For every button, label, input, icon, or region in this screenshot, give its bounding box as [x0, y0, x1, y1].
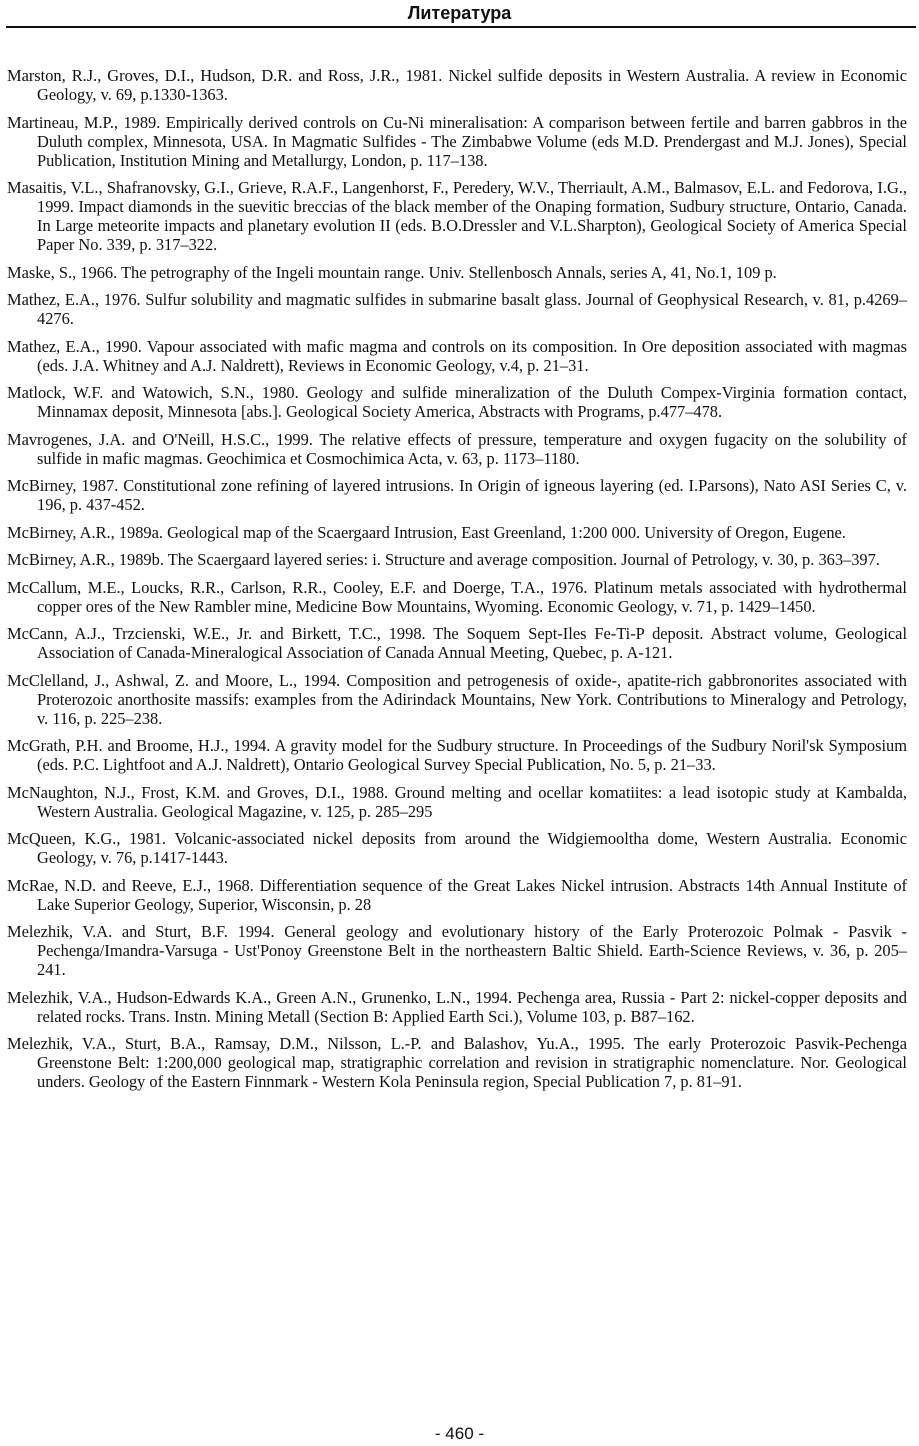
reference-entry: Mathez, E.A., 1976. Sulfur solubility and magmatic sulfides in submarine basalt glass. Journal of Geophysical Research, v. 81, p.4269–4276. — [7, 290, 907, 328]
reference-entry: Matlock, W.F. and Watowich, S.N., 1980. Geology and sulfide mineralization of the Duluth Compex-Virginia formation contact, Minnamax deposit, Minnesota [abs.]. Geological Society America, Abstracts with Programs, p.477–478. — [7, 383, 907, 421]
reference-entry: Mavrogenes, J.A. and O'Neill, H.S.C., 1999. The relative effects of pressure, temperature and oxygen fugacity on the solubility of sulfide in mafic magmas. Geochimica et Cosmochimica Acta, v. 63, p. 1173–1180. — [7, 429, 907, 468]
reference-entry: McNaughton, N.J., Frost, K.M. and Groves, D.I., 1988. Ground melting and ocellar komatiites: a lead isotopic study at Kambalda, Western Australia. Geological Magazine, v. 125, p. 285–295 — [7, 782, 907, 821]
reference-entry: McBirney, 1987. Constitutional zone refining of layered intrusions. In Origin of igneous layering (ed. I.Parsons), Nato ASI Series C, v. 196, p. 437-452. — [7, 476, 907, 514]
reference-entry: McCallum, M.E., Loucks, R.R., Carlson, R.R., Cooley, E.F. and Doerge, T.A., 1976. Platinum metals associated with hydrothermal copper ores of the New Rambler mine, Medicine Bow Mountains, Wyoming. Economic Geology, v. 71, p. 1429–1450. — [7, 577, 907, 616]
reference-entry: McBirney, A.R., 1989b. The Scaergaard layered series: i. Structure and average composition. Journal of Petrology, v. 30, p. 363–397. — [7, 550, 880, 569]
reference-entry: Mathez, E.A., 1990. Vapour associated with mafic magma and controls on its composition. In Ore deposition associated with magmas (eds. J.A. Whitney and A.J. Naldrett), Reviews in Economic Geology, v.4, p. 21–31. — [7, 336, 907, 375]
reference-entry: Melezhik, V.A. and Sturt, B.F. 1994. General geology and evolutionary history of the Early Proterozoic Polmak - Pasvik - Pechenga/Imandra-Varsuga - Ust'Ponoy Greenstone Belt in the northeastern Baltic Shield. Earth-Science Reviews, v. 36, p. 205–241. — [7, 922, 907, 979]
reference-entry: Martineau, M.P., 1989. Empirically derived controls on Cu-Ni mineralisation: A comparison between fertile and barren gabbros in the Duluth complex, Minnesota, USA. In Magmatic Sulfides - The Zimbabwe Volume (eds M.D. Prendergast and M.J. Jones), Special Publication, Institution Mining and Metallurgy, London, p. 117–138. — [7, 112, 907, 170]
page-number: - 460 - — [434, 1424, 485, 1443]
reference-entry: McQueen, K.G., 1981. Volcanic-associated nickel deposits from around the Widgiemooltha dome, Western Australia. Economic Geology, v. 76, p.1417-1443. — [7, 829, 907, 867]
reference-entry: Melezhik, V.A., Sturt, B.A., Ramsay, D.M., Nilsson, L.-P. and Balashov, Yu.A., 1995. The early Proterozoic Pasvik-Pechenga Greenstone Belt: 1:200,000 geological map, stratigraphic correlation and revision in stratigraphic nomenclature. Nor. Geological unders. Geology of the Eastern Finnmark - Western Kola Peninsula region, Special Publication 7, p. 81–91. — [7, 1034, 907, 1091]
reference-entry: Masaitis, V.L., Shafranovsky, G.I., Grieve, R.A.F., Langenhorst, F., Peredery, W.V., Therriault, A.M., Balmasov, E.L. and Fedorova, I.G., 1999. Impact diamonds in the suevitic breccias of the black member of the Onaping formation, Sudbury structure, Ontario, Canada. In Large meteorite impacts and planetary evolution II (eds. B.O.Dressler and V.L.Sharpton), Geological Society of America Special Paper No. 339, p. 317–322. — [7, 178, 907, 254]
reference-entry: McGrath, P.H. and Broome, H.J., 1994. A gravity model for the Sudbury structure. In Proceedings of the Sudbury Noril'sk Symposium (eds. P.C. Lightfoot and A.J. Naldrett), Ontario Geological Survey Special Publication, No. 5, p. 21–33. — [7, 736, 907, 774]
reference-list — [7, 66, 907, 1100]
reference-entry: Maske, S., 1966. The petrography of the Ingeli mountain range. Univ. Stellenbosch Annals, series A, 41, No.1, 109 p. — [7, 262, 777, 282]
reference-entry: McClelland, J., Ashwal, Z. and Moore, L., 1994. Composition and petrogenesis of oxide-, apatite-rich gabbronorites associated with Proterozoic anorthosite massifs: examples from the Adirindack Mountains, New York. Contributions to Mineralogy and Petrology, v. 116, p. 225–238. — [7, 670, 907, 728]
reference-entry: Marston, R.J., Groves, D.I., Hudson, D.R. and Ross, J.R., 1981. Nickel sulfide deposits in Western Australia. A review in Economic Geology, v. 69, p.1330-1363. — [7, 66, 907, 104]
reference-entry: McRae, N.D. and Reeve, E.J., 1968. Differentiation sequence of the Great Lakes Nickel intrusion. Abstracts 14th Annual Institute of Lake Superior Geology, Superior, Wisconsin, p. 28 — [7, 875, 907, 914]
reference-entry: Melezhik, V.A., Hudson-Edwards K.A., Green A.N., Grunenko, L.N., 1994. Pechenga area, Russia - Part 2: nickel-copper deposits and related rocks. Trans. Instn. Mining Metall (Section B: Applied Earth Sci.), Volume 103, p. B87–162. — [7, 987, 907, 1026]
header-divider — [6, 26, 916, 28]
page-header-title: Литература — [407, 3, 512, 23]
reference-entry: McCann, A.J., Trzcienski, W.E., Jr. and Birkett, T.C., 1998. The Soquem Sept-Iles Fe-Ti-P deposit. Abstract volume, Geological Association of Canada-Mineralogical Association of Canada Annual Meeting, Quebec, p. A-121. — [7, 624, 907, 662]
reference-entry: McBirney, A.R., 1989a. Geological map of the Scaergaard Intrusion, East Greenland, 1:200 000. University of Oregon, Eugene. — [7, 522, 846, 542]
